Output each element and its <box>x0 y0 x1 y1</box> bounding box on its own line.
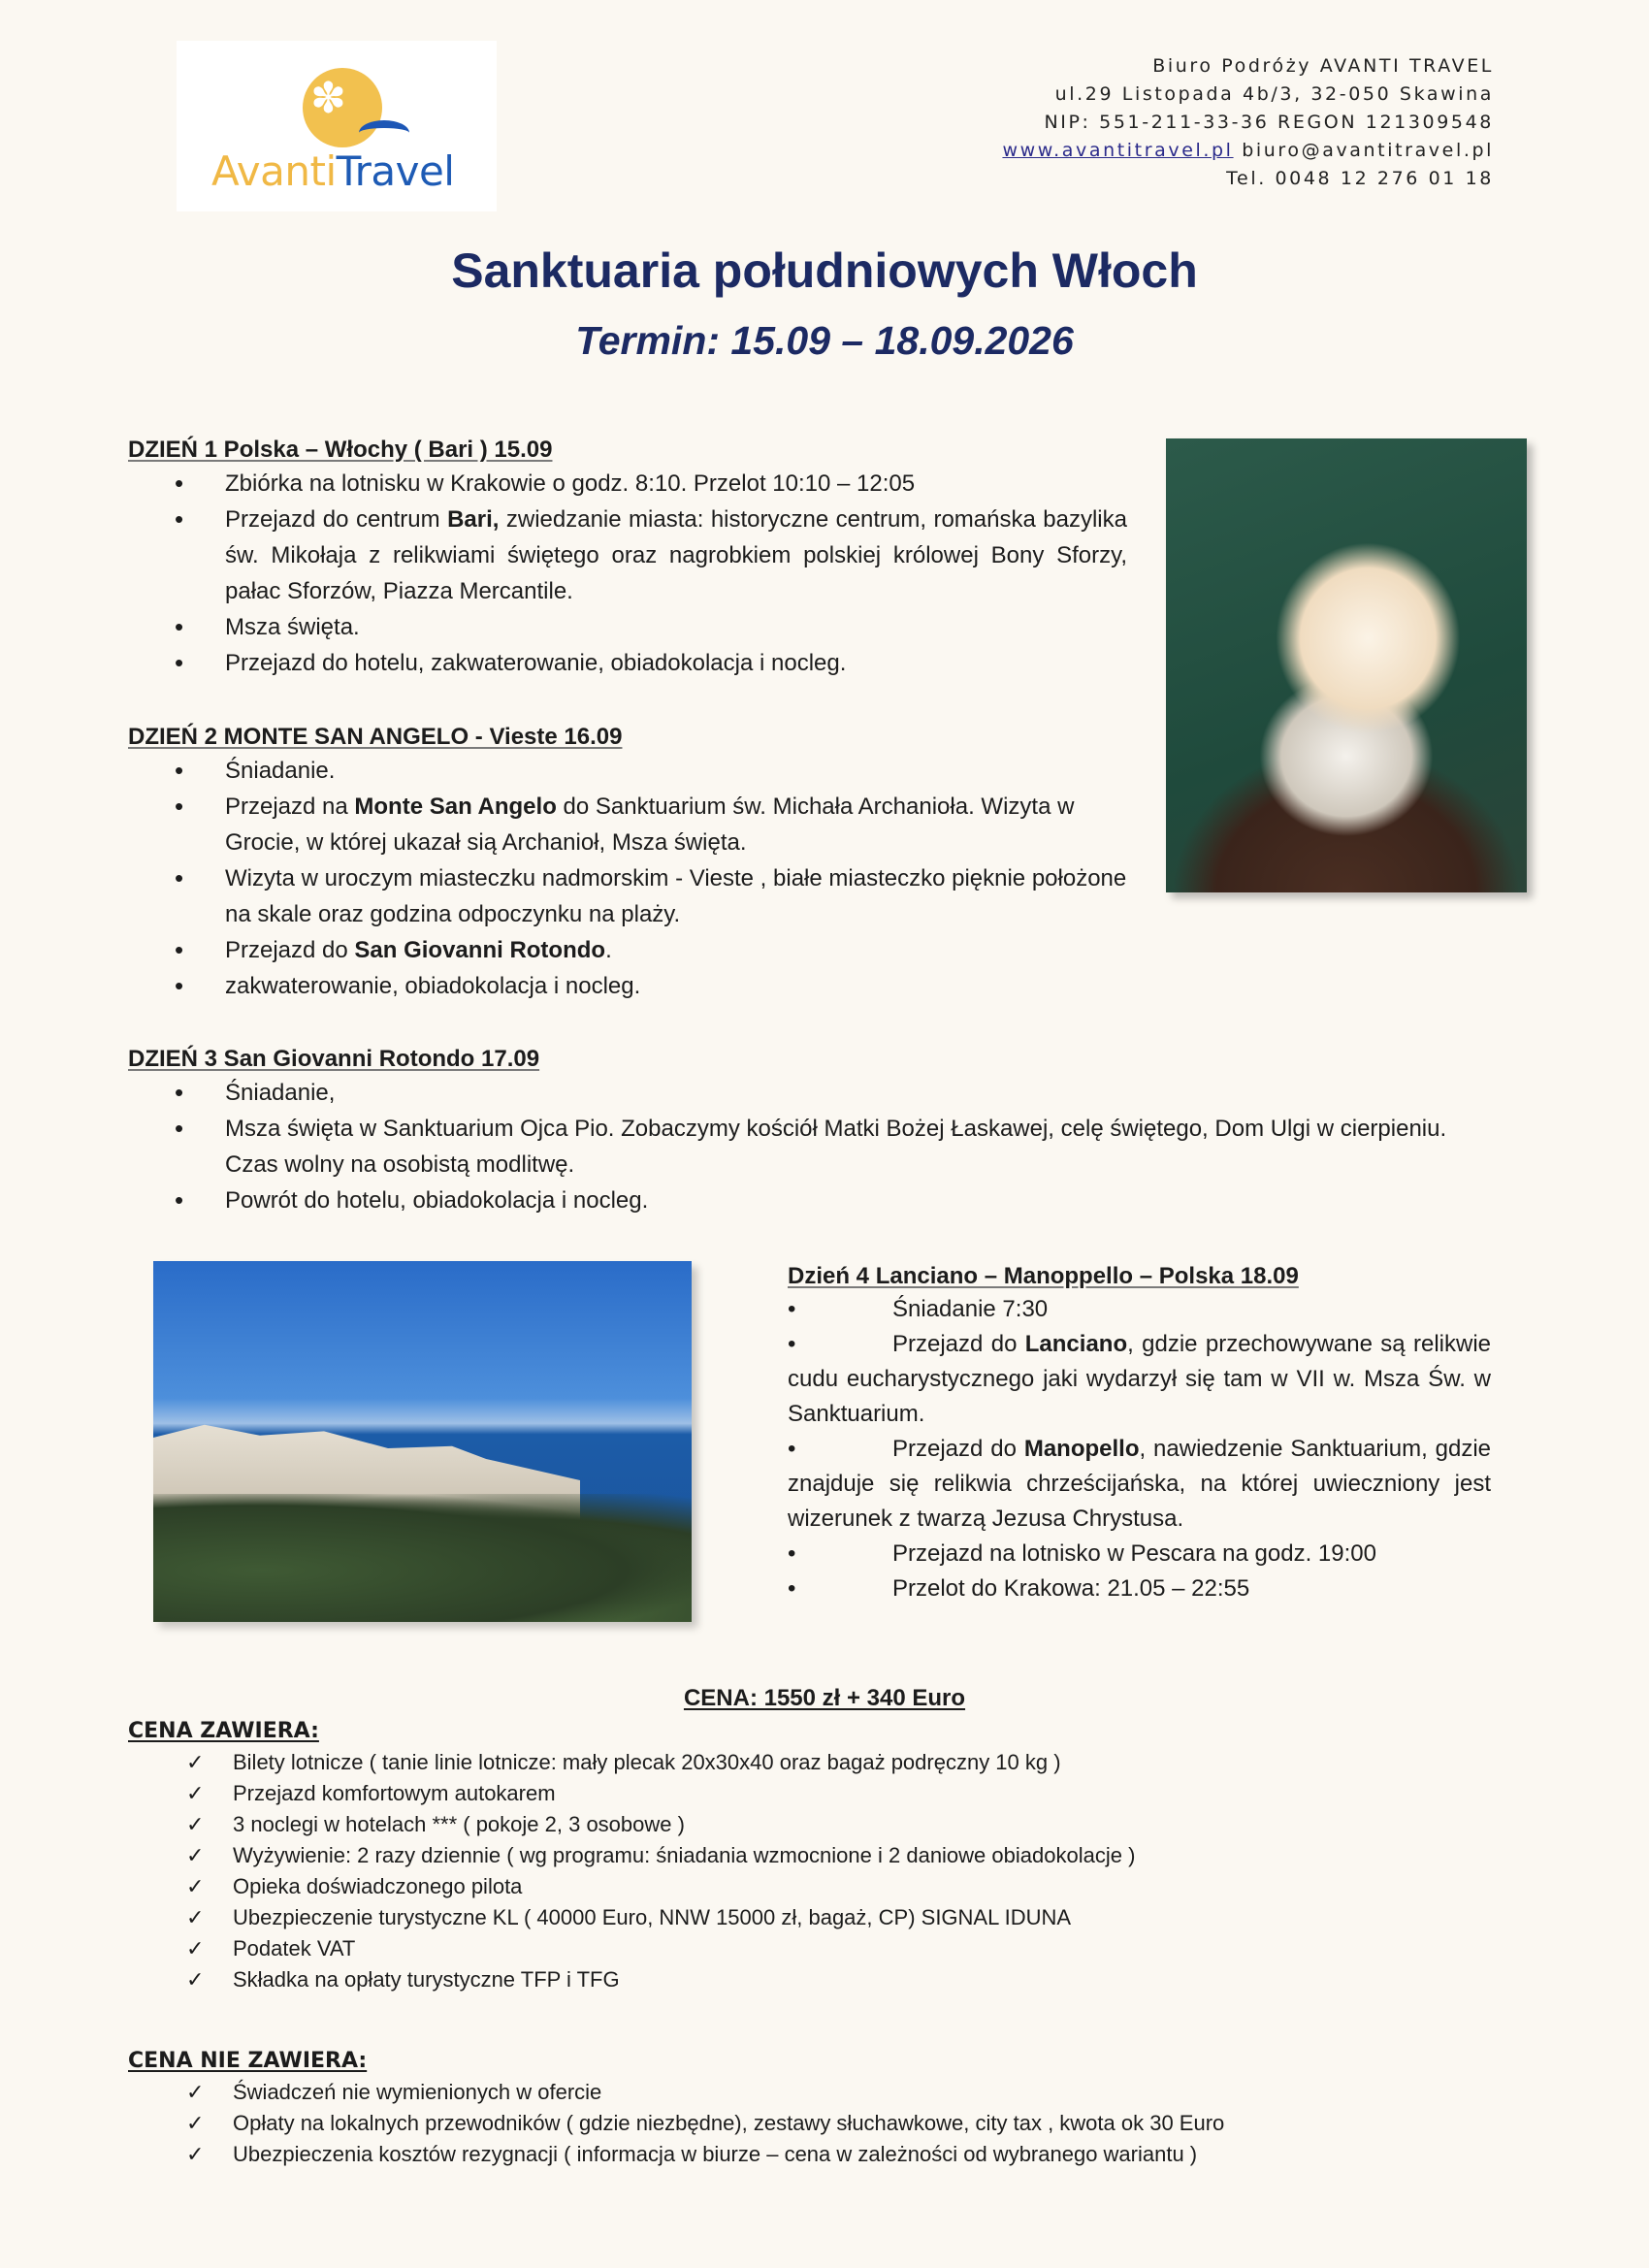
day-4-section <box>788 1263 1491 1606</box>
list-item: • Msza święta. <box>128 609 1127 645</box>
list-item: ✓ Ubezpieczenie turystyczne KL ( 40000 Euro, NNW 15000 zł, bagaż, CP) SIGNAL IDUNA <box>128 1902 1486 1933</box>
company-ids: NIP: 551-211-33-36 REGON 121309548 <box>1044 112 1494 133</box>
logo-text: AvantiTravel <box>211 147 455 195</box>
list-item: • Msza święta w Sanktuarium Ojca Pio. Zobaczymy kościół Matki Bożej Łaskawej, celę świętego, Dom Ulgi w cierpieniu. Czas wolny na osobistą modlitwę. <box>128 1111 1505 1183</box>
price-excludes <box>128 2049 1505 2170</box>
sun-palm-icon: ✽ <box>303 68 382 147</box>
list-item: ✓ Ubezpieczenia kosztów rezygnacji ( informacja w biurze – cena w zależności od wybranego wariantu ) <box>128 2139 1505 2170</box>
list-item: ✓ Opieka doświadczonego pilota <box>128 1871 1486 1902</box>
trip-dates: Termin: 15.09 – 18.09.2026 <box>575 318 1074 363</box>
section-heading: CENA NIE ZAWIERA: <box>128 2049 368 2073</box>
price: CENA: 1550 zł + 340 Euro <box>683 1685 966 1711</box>
list-item: ✓ 3 noclegi w hotelach *** ( pokoje 2, 3 osobowe ) <box>128 1809 1486 1840</box>
day-heading: DZIEŃ 1 Polska – Włochy ( Bari ) 15.09 <box>128 437 553 463</box>
list-item: • Śniadanie. <box>128 753 1127 789</box>
list-item: • zakwaterowanie, obiadokolacja i nocleg. <box>128 968 1127 1004</box>
company-name: Biuro Podróży AVANTI TRAVEL <box>1152 55 1494 77</box>
wave-icon <box>359 120 409 146</box>
list-item: • Przejazd do Manopello, nawiedzenie Sanktuarium, gdzie znajduje się relikwia chrześcijańska, na której uwieczniony jest wizerunek z twarzą Jezusa Chrystusa. <box>788 1436 1492 1532</box>
list-item: ✓ Bilety lotnicze ( tanie linie lotnicze: mały plecak 20x30x40 oraz bagaż podręczny 10 kg ) <box>128 1747 1486 1778</box>
list-item: ✓ Świadczeń nie wymienionych w ofercie <box>128 2077 1505 2108</box>
day-heading: DZIEŃ 2 MONTE SAN ANGELO - Vieste 16.09 <box>128 724 623 750</box>
page-title: Sanktuaria południowych Włoch <box>451 243 1198 298</box>
list-item: • Przejazd do San Giovanni Rotondo. <box>128 932 1127 968</box>
list-item: • Przejazd do centrum Bari, zwiedzanie miasta: historyczne centrum, romańska bazylika św. Mikołaja z relikwiami świętego oraz nagrobkiem polskiej królowej Bony Sforzy, pałac Sforzów, Piazza Mercantile. <box>128 502 1127 609</box>
company-logo <box>177 41 497 211</box>
list-item: ✓ Opłaty na lokalnych przewodników ( gdzie niezbędne), zestawy słuchawkowe, city tax , kwota ok 30 Euro <box>128 2108 1505 2139</box>
company-info <box>1002 52 1494 193</box>
company-address: ul.29 Listopada 4b/3, 32-050 Skawina <box>1054 83 1494 105</box>
list-item: • Przejazd do hotelu, zakwaterowanie, obiadokolacja i nocleg. <box>128 645 1127 681</box>
company-contact <box>1002 137 1494 165</box>
website-link[interactable]: www.avantitravel.pl <box>1002 140 1234 161</box>
vieste-photo <box>153 1261 692 1622</box>
list-item: ✓ Przejazd komfortowym autokarem <box>128 1778 1486 1809</box>
list-item: • Śniadanie, <box>128 1075 1505 1111</box>
list-item: • Śniadanie 7:30 <box>788 1296 1049 1322</box>
list-item: ✓ Podatek VAT <box>128 1933 1486 1964</box>
list-item: • Przejazd na lotnisko w Pescara na godz. 19:00 <box>788 1540 1376 1567</box>
day-2-section <box>128 724 1127 1004</box>
list-item: • Przejazd na Monte San Angelo do Sanktuarium św. Michała Archanioła. Wizyta w Grocie, w której ukazał sią Archanioł, Msza święta. <box>128 789 1127 860</box>
day-heading: Dzień 4 Lanciano – Manoppello – Polska 18.09 <box>788 1263 1299 1289</box>
list-item: ✓ Wyżywienie: 2 razy dziennie ( wg programu: śniadania wzmocnione i 2 daniowe obiadokolacje ) <box>128 1840 1486 1871</box>
list-item: • Wizyta w uroczym miasteczku nadmorskim - Vieste , białe miasteczko pięknie położone na skale oraz godzina odpoczynku na plaży. <box>128 860 1127 932</box>
price-includes <box>128 1719 1486 1995</box>
company-email: biuro@avantitravel.pl <box>1242 140 1494 161</box>
day-heading: DZIEŃ 3 San Giovanni Rotondo 17.09 <box>128 1046 540 1072</box>
day-1-section <box>128 437 1127 681</box>
day-3-section <box>128 1046 1505 1218</box>
section-heading: CENA ZAWIERA: <box>128 1719 319 1743</box>
list-item: • Powrót do hotelu, obiadokolacja i nocleg. <box>128 1183 1505 1218</box>
company-phone: Tel. 0048 12 276 01 18 <box>1226 168 1494 189</box>
list-item: • Zbiórka na lotnisku w Krakowie o godz. 8:10. Przelot 10:10 – 12:05 <box>128 466 1127 502</box>
list-item: ✓ Składka na opłaty turystyczne TFP i TFG <box>128 1964 1486 1995</box>
padre-pio-portrait <box>1166 438 1527 892</box>
list-item: • Przelot do Krakowa: 21.05 – 22:55 <box>788 1575 1250 1602</box>
list-item: • Przejazd do Lanciano, gdzie przechowywane są relikwie cudu eucharystycznego jaki wydarzył się tam w VII w. Msza Św. w Sanktuarium. <box>788 1331 1492 1427</box>
